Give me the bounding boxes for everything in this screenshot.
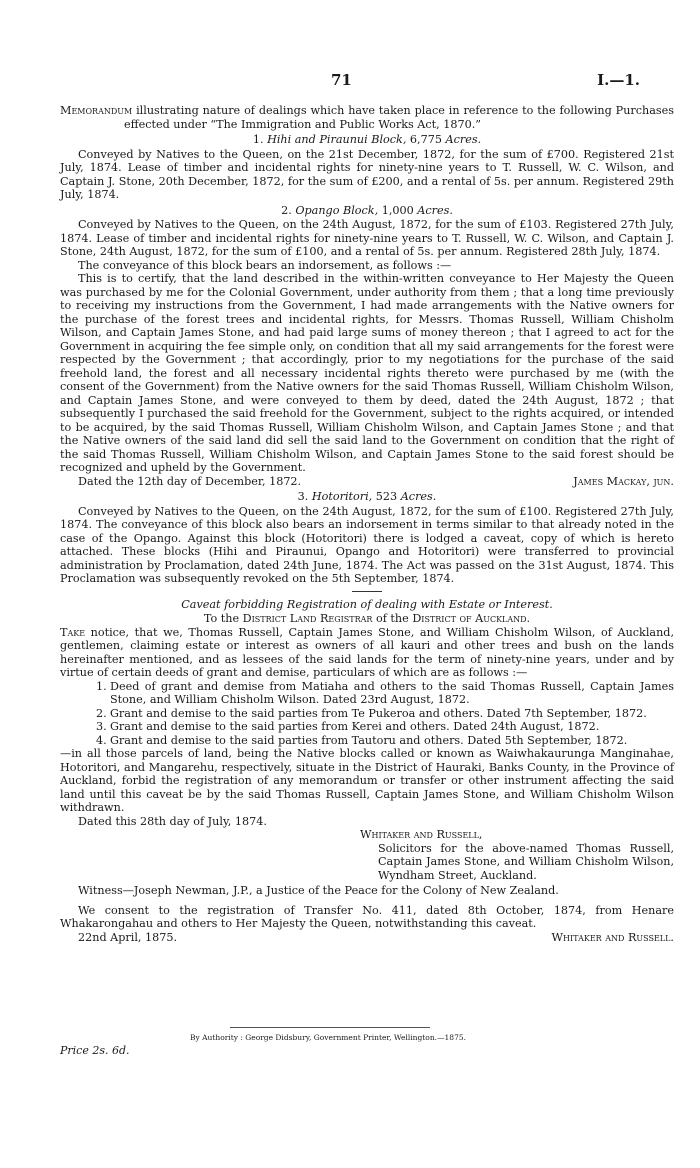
consent-date: 22nd April, 1875. — [78, 930, 178, 944]
block3-title: Hotoritori, — [311, 490, 373, 503]
block2-dated: Dated the 12th day of December, 1872. — [78, 474, 302, 488]
list-item-text: Grant and demise to the said parties from Kerei and others. Dated 24th August, 1872. — [110, 720, 600, 733]
solicitor-details: Solicitors for the above-named Thomas Russell, Captain James Stone, and William Chisholm Wilson, Wyndham Street, Auckland. — [378, 841, 674, 882]
block2-endorsement-intro: The conveyance of this block bears an indorsement, as follows :— — [78, 258, 452, 272]
memorandum-lead: Memorandum — [60, 104, 133, 117]
imprint-rule — [230, 1027, 430, 1028]
consent-signature: Whitaker and Russell. — [551, 930, 674, 944]
printer-imprint — [190, 1031, 466, 1045]
block2-title: Opango Block, — [295, 203, 379, 217]
memorandum-intro — [60, 104, 674, 131]
block1-number: 1. — [252, 133, 268, 146]
memorandum-text: illustrating nature of dealings which have taken place in reference to the following Purchases effected under “The Immigration and Public Works Act, 1870.” — [124, 104, 674, 131]
caveat-to-district: District of Auckland. — [412, 612, 531, 625]
caveat-notice-text: notice, that we, Thomas Russell, Captain James Stone, and William Chisholm Wilson, of Auckland, gentlemen, claiming estate or interest as owners of all kauri and other trees and bush on the lands hereinafter mentioned, and as lessees of the said lands for the term of ninety-nine years, under and by virtue of certain deeds of grant and demise, particulars of which are as follows :— — [60, 625, 674, 679]
block3-acres-word: Acres. — [400, 490, 437, 503]
deed-list — [60, 680, 674, 748]
list-item-text: Grant and demise to the said parties from Te Pukeroa and others. Dated 7th September, 1872. — [110, 706, 647, 720]
block2-text: Conveyed by Natives to the Queen, on the 24th August, 1872, for the sum of £103. Registered 27th July, 1874. Lease of timber and incidental rights for ninety-nine years to T. Russell, W. C. Wilson, and Captain J. Stone, 24th August, 1872, for the sum of £100, and a rental of 5s. per annum. Registered 28th July, 1874. — [60, 218, 674, 258]
printer-text: By Authority : George Didsbury, Government Printer, Wellington.—1875. — [190, 1033, 467, 1042]
block3-number: 3. — [297, 490, 312, 503]
caveat-addressee — [60, 612, 674, 626]
page-reference: I.—1. — [597, 71, 640, 89]
list-item-number: 3. — [96, 720, 107, 733]
block3-text: Conveyed by Natives to the Queen, on the 24th August, 1872, for the sum of £100. Registered 27th July, 1874. The conveyance of this block also bears an indorsement in terms similar to that already noted in the case of the Opango. Against this block (Hotoritori) there is lodged a caveat, copy of which is hereto attached. These blocks (Hihi and Piraunui, Opango and Hotoritori) were transferred to provincial administration by Proclamation, dated 24th June, 1874. The Act was passed on the 31st August, 1874. This Proclamation was subsequently revoked on the 5th September, 1874. — [60, 504, 674, 585]
list-item-number: 2. — [96, 706, 107, 720]
list-item-text: Grant and demise to the said parties from Tautoru and others. Dated 5th September, 1872. — [110, 733, 628, 747]
price-label: Price 2s. 6d. — [60, 1044, 130, 1057]
caveat-notice — [60, 626, 674, 680]
block2-number: 2. — [281, 203, 296, 217]
caveat-parcels: —in all those parcels of land, being the Native blocks called or known as Waiwhakaurunga Manginahae, Hotoritori, and Mangarehu, respectively, situate in the District of Hauraki, Banks County, in the Province of Auckland, forbid the registration of any memorandum or transfer or other instrument affecting the said land until this caveat be by the said Thomas Russell, Captain James Stone, and William Chisholm Wilson withdrawn. — [60, 747, 674, 814]
block2-signature: James Mackay, jun. — [573, 474, 674, 488]
consent-text: We consent to the registration of Transfer No. 411, dated 8th October, 1874, from Henare Whakarongahau and others to Her Majesty the Queen, notwithstanding this caveat. — [60, 903, 674, 930]
caveat-to-mid: of the — [372, 612, 413, 625]
consent-date-line — [60, 931, 674, 945]
witness-line: Witness—Joseph Newman, J.P., a Justice of the Peace for the Colony of New Zealand. — [78, 884, 559, 897]
block3-acres-number: 523 — [372, 490, 401, 503]
caveat-dated: Dated this 28th day of July, 1874. — [78, 814, 267, 828]
caveat-title: Caveat forbidding Registration of dealing with Estate or Interest. — [181, 597, 553, 611]
list-item-text: Deed of grant and demise from Matiaha and others to the said Thomas Russell, Captain James Stone, and William Chisholm Wilson. Dated 23rd August, 1872. — [110, 679, 674, 706]
block3-heading — [60, 490, 674, 504]
caveat-to-office: District Land Registrar — [242, 612, 373, 625]
block1-acres-number: 6,775 — [406, 133, 446, 146]
block1-heading — [60, 133, 674, 147]
list-item — [96, 734, 674, 748]
list-item — [96, 707, 674, 721]
block2-heading — [60, 204, 674, 218]
list-item-number: 1. — [96, 679, 107, 693]
list-item — [96, 720, 674, 734]
block2-dated-line — [60, 475, 674, 489]
solicitor-firm: Whitaker and Russell, — [360, 828, 483, 841]
list-item — [96, 680, 674, 707]
block1-title: Hihi and Piraunui Block, — [267, 133, 407, 146]
page-number: 71 — [331, 71, 352, 89]
block2-certificate: This is to certify, that the land described in the within-written conveyance to Her Majesty the Queen was purchased by me for the Colonial Government, under authority from them ; that a long time previously to receiving my instructions from the Government, I had made arrangements with the Native owners for the purchase of the forest trees and incidental rights, for Messrs. Thomas Russell, William Chisholm Wilson, and Captain James Stone, and had paid large sums of money thereon ; that I agreed to act for the Government in acquiring the fee simple only, on condition that all my said arrangements for the forest were respected by the Government ; that accordingly, prior to my negotiations for the purchase of the said freehold land, the forest and all necessary incidental rights thereto were purchased by me (with the consent of the Government) from the Native owners for the said Thomas Russell, William Chisholm Wilson, and Captain James Stone, and were conveyed to them by deed, dated the 24th August, 1872 ; that subsequently I purchased the said freehold for the Government, subject to the rights acquired, or intended to be acquired, by the said Thomas Russell, William Chisholm Wilson, and Captain James Stone ; and that the Native owners of the said land did sell the said land to the Government on condition that the right of the said Thomas Russell, William Chisholm Wilson, and Captain James Stone to the said forest should be recognized and upheld by the Government. — [60, 272, 674, 474]
document-body — [60, 104, 674, 944]
caveat-to-prefix: To the — [203, 612, 243, 625]
section-divider — [352, 591, 382, 592]
block2-acres-number: 1,000 — [378, 203, 418, 217]
page-header — [0, 71, 700, 94]
block2-acres-word: Acres. — [417, 203, 453, 217]
block1-acres-word: Acres. — [445, 133, 482, 146]
block1-text: Conveyed by Natives to the Queen, on the 21st December, 1872, for the sum of £700. Registered 21st July, 1874. Lease of timber and incidental rights for ninety-nine years to T. Russell, W. C. Wilson, and Captain J. Stone, 20th December, 1872, for the sum of £200, and a rental of 5s. per annum. Registered 29th July, 1874. — [60, 147, 674, 201]
list-item-number: 4. — [96, 733, 107, 747]
solicitor-block — [360, 828, 674, 882]
caveat-take: Take — [60, 625, 86, 639]
